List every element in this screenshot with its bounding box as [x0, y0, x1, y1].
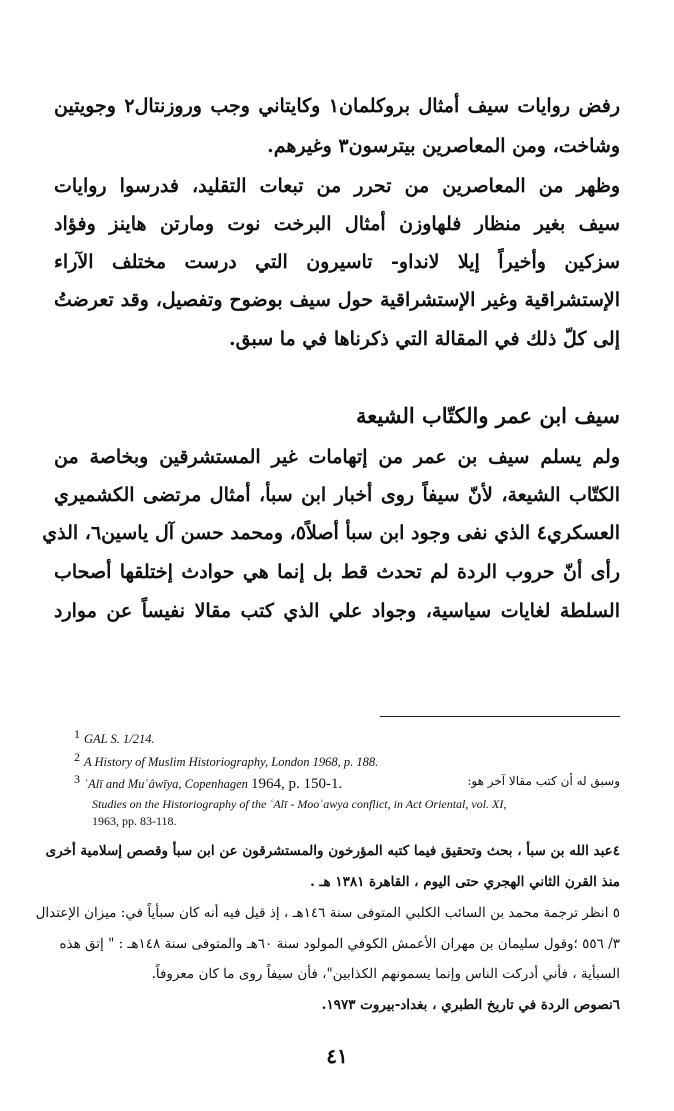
- body-line: وظهر من المعاصرين من تحرر من تبعات التقليد، فدرسوا روايات: [54, 175, 620, 197]
- body-line: العسكري٤ الذي نفى وجود ابن سبأ أصلاً٥، ومحمد حسن آل ياسين٦، الذي: [42, 522, 620, 544]
- page-number: ٤١: [326, 1044, 348, 1068]
- body-line: سزكين وأخيراً إيلا لانداو- تاسيرون التي درست مختلف الآراء: [54, 251, 620, 273]
- body-line: الكتّاب الشيعة، لأنّ سيفاً روى أخبار ابن سبأ، أمثال مرتضى الكشميري: [54, 484, 620, 506]
- section-heading: سيف ابن عمر والكتّاب الشيعة: [355, 403, 620, 428]
- footnote-3-line2: Studies on the Historiography of the ʿAlī - Mooʿawya conflict, in Act Oriental, vol. XI,: [92, 797, 507, 811]
- footnote-1: [74, 727, 155, 747]
- footnote-5-line3: السبأية ، فأني أدركت الناس وإنما يسمونهم الكذابين"، فأن سيفاً روى ما كان معروفاً.: [151, 966, 620, 982]
- body-line: الإستشراقية وغير الإستشراقية حول سيف بوضوح وتفصيل، وقد تعرضتُ: [54, 289, 620, 311]
- footnote-5: ٥ انظر ترجمة محمد بن السائب الكلبي المتوفى سنة ١٤٦هـ ، إذ قيل فيه أنه كان سبأياً في: ميزان الإعتدال: [35, 905, 620, 921]
- footnote-3-line3: 1963, pp. 83-118.: [92, 814, 177, 828]
- footnote-5-line2: ٣/ ٥٥٦ ؛وقول سليمان بن مهران الأعمش الكوفي المولود سنة ٦٠هـ والمتوفى سنة ١٤٨هـ : " إتق هذه: [59, 936, 620, 952]
- footnote-text: GAL S. 1/214.: [84, 732, 155, 747]
- body-line: وشاخت، ومن المعاصرين بيترسون٣ وغيرهم.: [267, 135, 620, 157]
- footnote-number: 1: [74, 727, 80, 741]
- footnote-latin: [74, 772, 342, 793]
- footnote-3: [74, 772, 620, 794]
- footnote-4-line2: منذ القرن الثاني الهجري حتى اليوم ، القاهرة ١٣٨١ هـ .: [310, 874, 620, 890]
- footnote-text: ʿAlī and Muʿâwīya, Copenhagen: [84, 777, 251, 792]
- footnote-text: 1964, p. 150-1.: [251, 776, 343, 793]
- footnote-2: [74, 750, 378, 770]
- body-line: سيف بغير منظار فلهاوزن أمثال البرخت نوت ومارتن هاينز وفؤاد: [54, 213, 620, 235]
- footnote-number: 2: [74, 750, 80, 764]
- body-line: رفض روايات سيف أمثال بروكلمان١ وكايتاني وجب وروزنتال٢ وجويتين: [54, 95, 620, 117]
- body-line: السلطة لغايات سياسية، وجواد علي الذي كتب مقالا نفيساً عن موارد: [54, 600, 620, 622]
- footnote-text: A History of Muslim Historiography, London 1968, p. 188.: [84, 755, 379, 770]
- footnote-arabic: وسبق له أن كتب مقالا آخر هو:: [467, 774, 620, 788]
- footnote-4: ٤عبد الله بن سبأ ، بحث وتحقيق فيما كتبه المؤرخون والمستشرقون عن ابن سبأ وقصص إسلامية أخرى: [45, 843, 620, 859]
- body-line: ولم يسلم سيف بن عمر من إتهامات غير المستشرقين وبخاصة من: [54, 446, 620, 468]
- footnote-rule: [380, 716, 620, 717]
- footnote-6: ٦نصوص الردة في تاريخ الطبري ، بغداد-بيروت ١٩٧٣.: [321, 997, 620, 1013]
- body-line: رأى أنّ حروب الردة لم تحدث قط بل إنما هي حوادث إختلقها أصحاب: [54, 561, 620, 583]
- footnote-number: 3: [74, 772, 80, 786]
- body-line: إلى كلّ ذلك في المقالة التي ذكرناها في ما سبق.: [229, 328, 620, 350]
